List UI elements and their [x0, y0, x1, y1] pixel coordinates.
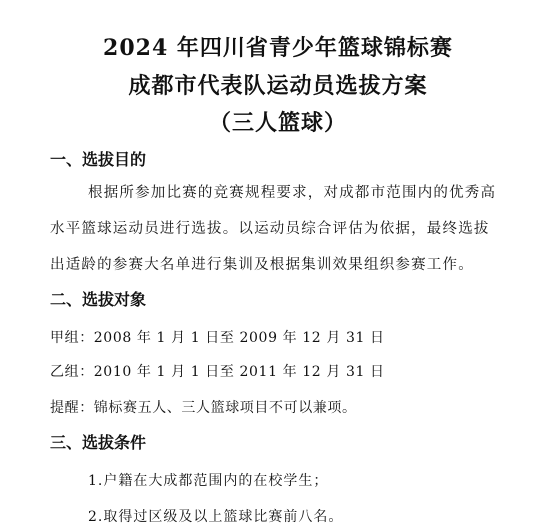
section-heading-conditions: 三、选拔条件	[50, 433, 147, 452]
section-heading-purpose: 一、选拔目的	[50, 150, 147, 169]
purpose-paragraph-line-3: 出适龄的参赛大名单进行集训及根据集训效果组织参赛工作。	[50, 257, 474, 273]
section-heading-targets: 二、选拔对象	[50, 290, 147, 309]
document-title-line-1: 2024 年四川省青少年篮球锦标赛	[103, 35, 453, 61]
condition-item-1: 1.户籍在大成都范围内的在校学生；	[88, 473, 329, 489]
purpose-paragraph-line-1: 根据所参加比赛的竞赛规程要求，对成都市范围内的优秀高	[88, 185, 497, 201]
group-b-dates: 乙组：2010 年 1 月 1 日至 2011 年 12 月 31 日	[50, 364, 385, 380]
purpose-paragraph-line-2: 水平篮球运动员进行选拔。以运动员综合评估为依据，最终选拔	[50, 221, 490, 237]
group-a-dates: 甲组：2008 年 1 月 1 日至 2009 年 12 月 31 日	[50, 330, 385, 346]
condition-item-2: 2.取得过区级及以上篮球比赛前八名。	[88, 509, 344, 525]
reminder-note: 提醒：锦标赛五人、三人篮球项目不可以兼项。	[50, 400, 357, 416]
document-title-line-3: （三人篮球）	[208, 110, 347, 136]
document-title-line-2: 成都市代表队运动员选拔方案	[128, 73, 428, 99]
